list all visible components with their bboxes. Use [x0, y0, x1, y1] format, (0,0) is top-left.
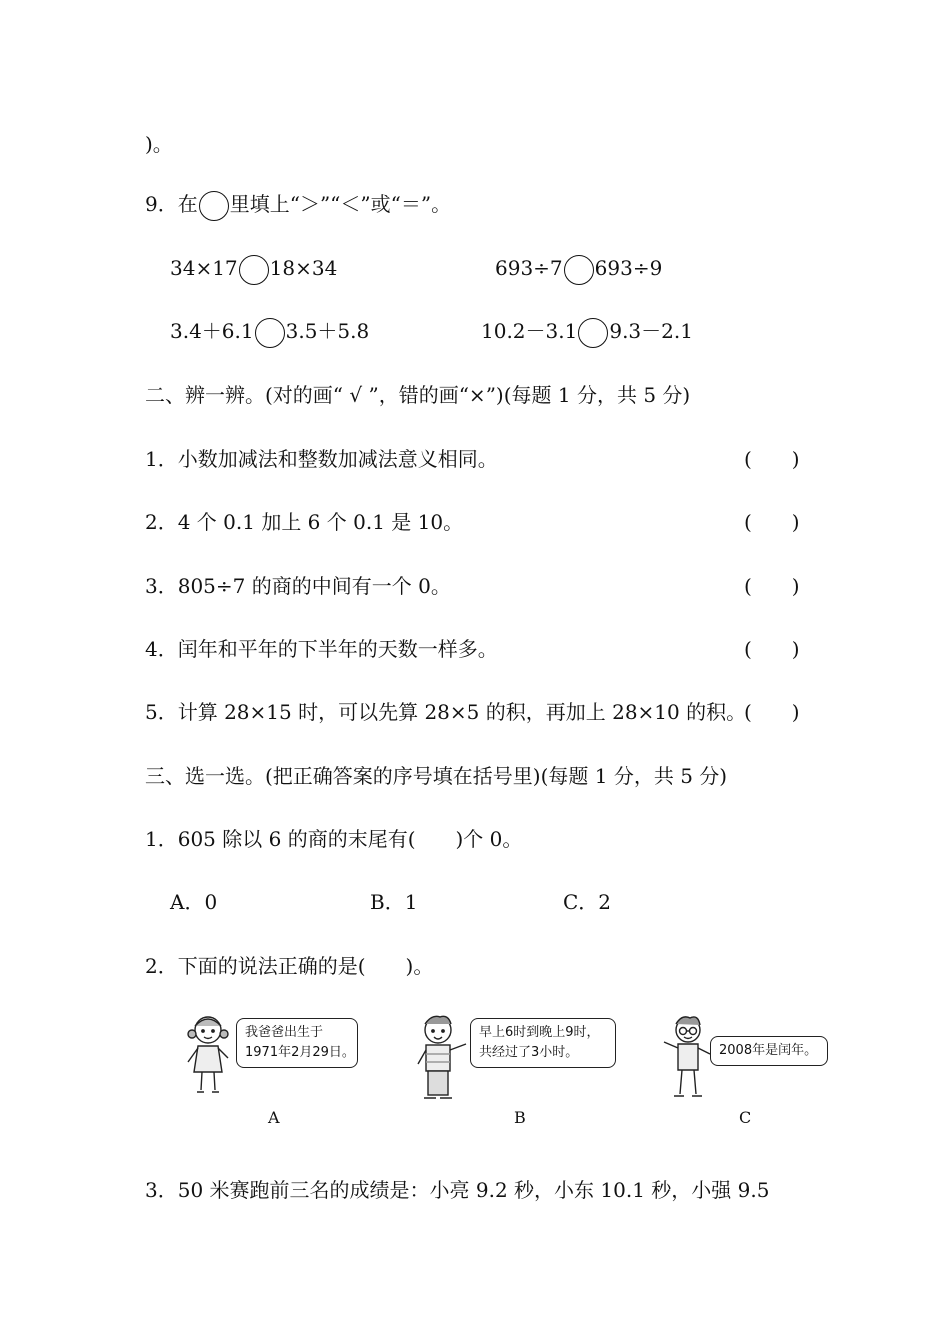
- choice-question-2: 2．下面的说法正确的是( )。: [145, 954, 434, 978]
- bubble-a-line-1: 我爸爸出生于: [245, 1025, 324, 1040]
- option-a[interactable]: A．0: [170, 890, 218, 914]
- bubble-b-line-1: 早上6时到晚上9时，: [479, 1025, 600, 1040]
- answer-parentheses[interactable]: ( ): [744, 574, 800, 598]
- answer-circle[interactable]: [578, 318, 608, 348]
- comparison-right: 693÷9: [594, 256, 663, 280]
- section-3-title: 三、选一选。(把正确答案的序号填在括号里)(每题 1 分，共 5 分): [145, 764, 728, 788]
- boy-with-glasses-illustration: [658, 1010, 718, 1108]
- comparison-item-2: [495, 255, 662, 285]
- comparison-right: 9.3－2.1: [609, 319, 693, 343]
- answer-parentheses[interactable]: ( ): [744, 637, 800, 661]
- comparison-right: 18×34: [269, 256, 338, 280]
- question-9-intro-a: 9．在: [145, 192, 198, 216]
- speech-bubble-c: [710, 1036, 828, 1066]
- answer-circle[interactable]: [255, 318, 285, 348]
- figure-label-b: B: [514, 1108, 526, 1127]
- figure-label-a: A: [268, 1108, 280, 1127]
- bubble-b-line-2: 共经过了3小时。: [479, 1045, 579, 1060]
- comparison-left: 10.2－3.1: [481, 319, 578, 343]
- speech-bubble-a: [236, 1018, 358, 1068]
- judge-item-2: 2．4 个 0.1 加上 6 个 0.1 是 10。: [145, 510, 464, 534]
- comparison-left: 3.4＋6.1: [170, 319, 254, 343]
- comparison-item-4: [481, 318, 693, 348]
- option-b[interactable]: B．1: [370, 890, 418, 914]
- continued-text-fragment: )。: [145, 132, 173, 156]
- choice-question-1: 1．605 除以 6 的商的末尾有( )个 0。: [145, 827, 523, 851]
- comparison-item-1: [170, 255, 337, 285]
- comparison-left: 693÷7: [495, 256, 563, 280]
- judge-item-3: 3．805÷7 的商的中间有一个 0。: [145, 574, 451, 598]
- choice-question-3: 3．50 米赛跑前三名的成绩是：小亮 9.2 秒，小东 10.1 秒，小强 9.5: [145, 1178, 770, 1202]
- answer-parentheses[interactable]: ( ): [744, 700, 800, 724]
- bubble-a-line-2: 1971年2月29日。: [245, 1045, 355, 1060]
- girl-illustration: [180, 1010, 240, 1100]
- boy-illustration: [410, 1010, 472, 1108]
- speech-bubble-b: [470, 1018, 616, 1068]
- answer-circle[interactable]: [564, 255, 594, 285]
- judge-item-4: 4．闰年和平年的下半年的天数一样多。: [145, 637, 498, 661]
- option-c[interactable]: C．2: [563, 890, 612, 914]
- comparison-right: 3.5＋5.8: [285, 319, 370, 343]
- bubble-c-line-1: 2008年是闰年。: [719, 1043, 818, 1058]
- judge-item-1: 1．小数加减法和整数加减法意义相同。: [145, 447, 498, 471]
- answer-circle[interactable]: [199, 191, 229, 221]
- comparison-item-3: [170, 318, 369, 348]
- answer-parentheses[interactable]: ( ): [744, 447, 800, 471]
- question-9-intro-b: 里填上“＞”“＜”或“＝”。: [229, 192, 452, 216]
- answer-parentheses[interactable]: ( ): [744, 510, 800, 534]
- section-2-title: 二、辨一辨。(对的画“ √ ”，错的画“×”)(每题 1 分，共 5 分): [145, 383, 691, 407]
- judge-item-5: 5．计算 28×15 时，可以先算 28×5 的积，再加上 28×10 的积。: [145, 700, 747, 724]
- comparison-left: 34×17: [170, 256, 238, 280]
- figure-label-c: C: [739, 1108, 752, 1127]
- answer-circle[interactable]: [239, 255, 269, 285]
- question-9-prompt: [145, 191, 451, 221]
